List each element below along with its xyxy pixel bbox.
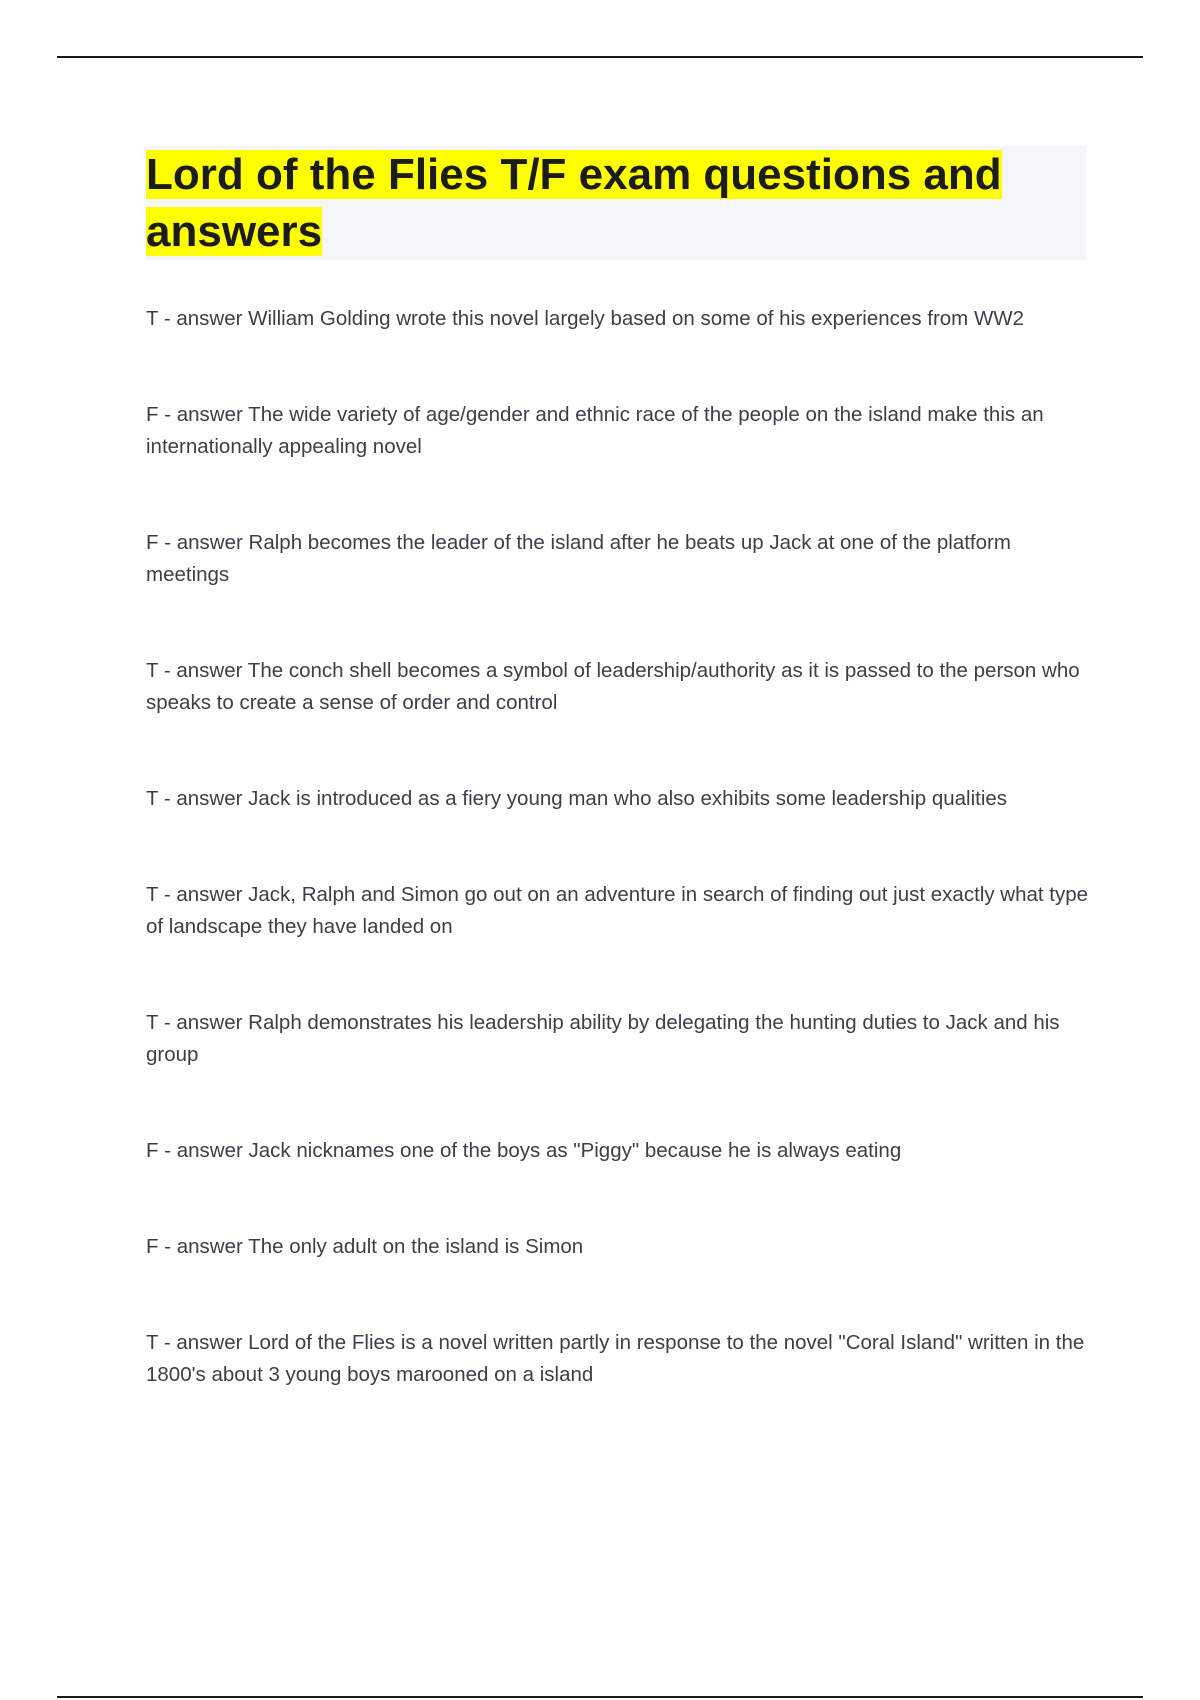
qa-item — [146, 399, 1096, 463]
answer-letter: T — [146, 307, 159, 330]
statement-text: Jack is introduced as a fiery young man who also exhibits some leadership qualities — [248, 787, 1008, 810]
answer-letter: T — [146, 1331, 159, 1354]
answer-letter: F — [146, 1139, 159, 1162]
answer-letter: T — [146, 659, 159, 682]
statement-text: The conch shell becomes a symbol of leadership/authority as it is passed to the person who speaks to create a sense of order and control — [146, 659, 1080, 714]
qa-item — [146, 1135, 1096, 1167]
answer-separator: - answer — [158, 307, 249, 330]
document-title — [146, 146, 1086, 260]
qa-item — [146, 1007, 1096, 1071]
answer-letter: F — [146, 531, 159, 554]
answer-separator: - answer — [158, 883, 249, 906]
statement-text: Lord of the Flies is a novel written partly in response to the novel "Coral Island" written in the 1800's about 3 young boys marooned on a island — [146, 1331, 1085, 1386]
statement-text: Jack, Ralph and Simon go out on an adventure in search of finding out just exactly what type of landscape they have landed on — [146, 883, 1089, 938]
answer-separator: - answer — [158, 531, 249, 554]
qa-item — [146, 783, 1096, 815]
qa-item — [146, 527, 1096, 591]
title-highlight: Lord of the Flies T/F exam questions and answers — [146, 150, 1002, 256]
qa-item — [146, 655, 1096, 719]
answer-separator: - answer — [158, 1139, 249, 1162]
statement-text: The wide variety of age/gender and ethnic race of the people on the island make this an internationally appealing novel — [146, 403, 1044, 458]
statement-text: Ralph becomes the leader of the island after he beats up Jack at one of the platform meetings — [146, 531, 1011, 586]
answer-letter: T — [146, 883, 159, 906]
statement-text: William Golding wrote this novel largely based on some of his experiences from WW2 — [248, 307, 1025, 330]
qa-item — [146, 879, 1096, 943]
answer-separator: - answer — [158, 1235, 249, 1258]
answer-separator: - answer — [158, 659, 248, 682]
answer-letter: F — [146, 403, 159, 426]
qa-item — [146, 1231, 1096, 1263]
statement-text: The only adult on the island is Simon — [248, 1235, 584, 1258]
answer-separator: - answer — [158, 787, 249, 810]
statement-text: Ralph demonstrates his leadership ability by delegating the hunting duties to Jack and his group — [146, 1011, 1060, 1066]
statement-text: Jack nicknames one of the boys as "Piggy" because he is always eating — [248, 1139, 902, 1162]
answer-letter: T — [146, 1011, 159, 1034]
top-rule — [57, 56, 1143, 58]
answer-letter: T — [146, 787, 159, 810]
answer-separator: - answer — [158, 1331, 249, 1354]
qa-item — [146, 303, 1096, 335]
qa-item — [146, 1327, 1096, 1391]
answer-separator: - answer — [158, 403, 249, 426]
bottom-rule — [57, 1696, 1143, 1698]
answer-separator: - answer — [158, 1011, 249, 1034]
answer-letter: F — [146, 1235, 159, 1258]
qa-list — [146, 303, 1096, 1455]
title-block — [146, 146, 1086, 260]
